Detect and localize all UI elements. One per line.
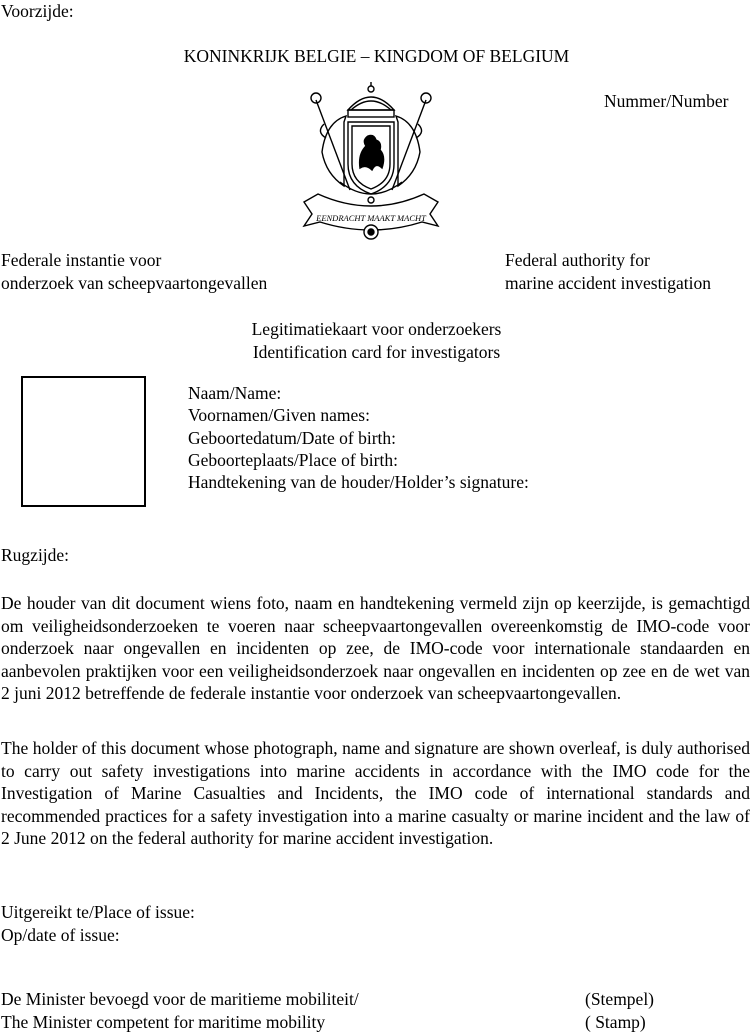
field-place-of-birth: Geboorteplaats/Place of birth: xyxy=(188,449,398,470)
photo-box xyxy=(21,376,146,507)
number-label: Nummer/Number xyxy=(604,91,729,111)
field-given-names: Voornamen/Given names: xyxy=(188,405,370,426)
front-heading: Voorzijde: xyxy=(1,1,74,21)
date-of-issue: Op/date of issue: xyxy=(1,925,120,945)
authority-nl-line1: Federale instantie voor xyxy=(1,250,162,270)
authority-en-line2: marine accident investigation xyxy=(505,273,712,293)
holder-fields xyxy=(188,382,529,493)
paragraph-nl: De houder van dit document wiens foto, naam en handtekening vermeld zijn op keerzijde, is gemachtigd om veiligheidsonderzoeken te voeren naar scheepvaartongevallen overeenkomstig de IMO-code voor onderzoek naar ongevallen en incidenten op zee, de IMO-code voor internationale standaarden en aanbevolen praktijken voor een veiligheidsonderzoek naar ongevallen en incidenten op zee en de wet van 2 juni 2012 betreffende de federale instantie voor onderzoek van scheepvaartongevallen. xyxy=(1,593,750,704)
card-title-en: Identification card for investigators xyxy=(252,342,501,362)
stamp-en: ( Stamp) xyxy=(585,1012,646,1032)
minister-en: The Minister competent for maritime mobility xyxy=(1,1012,326,1032)
authority-en-line1: Federal authority for xyxy=(505,250,650,270)
paragraph-en: The holder of this document whose photograph, name and signature are shown overleaf, is duly authorised to carry out safety investigations into marine accidents in accordance with the IMO code for the Investigation of Marine Casualties and Incidents, the IMO code of international standards and recommended practices for a safety investigation into a marine casualty or marine incident and the law of 2 June 2012 on the federal authority for marine accident investigation. xyxy=(1,738,750,849)
minister-nl: De Minister bevoegd voor de maritieme mobiliteit/ xyxy=(1,989,359,1009)
country-title: KONINKRIJK BELGIE – KINGDOM OF BELGIUM xyxy=(183,46,570,66)
field-signature: Handtekening van de houder/Holder’s signature: xyxy=(188,472,529,493)
card-title-nl: Legitimatiekaart voor onderzoekers xyxy=(251,319,502,339)
back-heading: Rugzijde: xyxy=(1,545,70,565)
field-date-of-birth: Geboortedatum/Date of birth: xyxy=(188,427,396,448)
field-name: Naam/Name: xyxy=(188,383,282,403)
authority-nl-line2: onderzoek van scheepvaartongevallen xyxy=(1,273,268,293)
place-of-issue: Uitgereikt te/Place of issue: xyxy=(1,902,195,922)
belgian-coat-of-arms-icon xyxy=(296,82,446,244)
stamp-nl: (Stempel) xyxy=(585,989,655,1009)
emblem-motto: EENDRACHT MAAKT MACHT xyxy=(316,213,426,223)
